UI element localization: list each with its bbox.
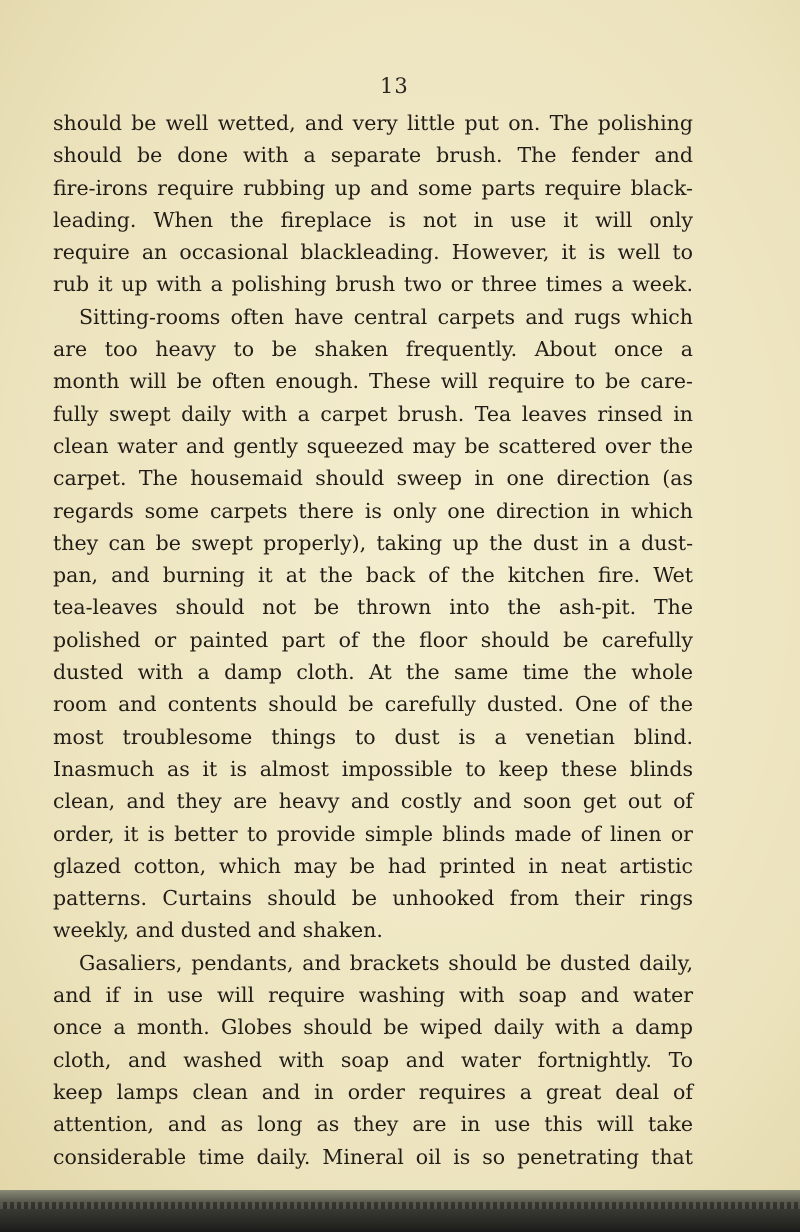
text-line: regards some carpets there is only one direction in which xyxy=(53,498,693,523)
text-line: glazed cotton, which may be had printed in neat artistic xyxy=(53,853,693,878)
text-line: and if in use will require washing with soap and water xyxy=(53,983,693,1008)
text-line: should be done with a separate brush. The fender and xyxy=(53,143,693,168)
text-line: should be well wetted, and very little put on. The polishing xyxy=(53,111,693,135)
text-line: Gasaliers, pendants, and brackets should be dusted daily, xyxy=(79,950,693,975)
paragraph-1 xyxy=(53,107,693,301)
text-line: they can be swept properly), taking up the dust in a dust- xyxy=(53,530,693,555)
text-line: fully swept daily with a carpet brush. Tea leaves rinsed in xyxy=(53,401,693,426)
text-line: order, it is better to provide simple blinds made of linen or xyxy=(53,821,693,846)
text-line: once a month. Globes should be wiped daily with a damp xyxy=(53,1015,693,1040)
text-line: attention, and as long as they are in use this will take xyxy=(53,1112,693,1137)
page-number: 13 xyxy=(380,74,409,98)
text-line: Sitting-rooms often have central carpets and rugs which xyxy=(79,304,693,329)
text-line: clean, and they are heavy and costly and soon get out of xyxy=(53,789,693,814)
page-bottom-edge xyxy=(0,1190,800,1232)
text-line: considerable time daily. Mineral oil is so penetrating that xyxy=(53,1144,693,1169)
text-line: most troublesome things to dust is a venetian blind. xyxy=(53,724,693,749)
text-line: leading. When the fireplace is not in use it will only xyxy=(53,207,693,232)
text-line: carpet. The housemaid should sweep in one direction (as xyxy=(53,466,693,491)
text-line: keep lamps clean and in order requires a great deal of xyxy=(53,1079,693,1104)
text-line: room and contents should be carefully dusted. One of the xyxy=(53,692,693,717)
body-text xyxy=(53,107,693,1173)
text-line: polished or painted part of the floor should be carefully xyxy=(53,627,693,652)
text-line: pan, and burning it at the back of the kitchen fire. Wet xyxy=(53,563,693,588)
text-line: tea-leaves should not be thrown into the ash-pit. The xyxy=(53,595,693,620)
paragraph-2 xyxy=(53,301,693,947)
binding-strip xyxy=(0,1202,800,1209)
text-line: fire-irons require rubbing up and some parts require black- xyxy=(53,175,693,200)
text-line: month will be often enough. These will require to be care- xyxy=(53,369,693,394)
text-line: rub it up with a polishing brush two or three times a week. xyxy=(53,272,693,297)
text-line: are too heavy to be shaken frequently. About once a xyxy=(53,337,693,362)
paragraph-3 xyxy=(53,947,693,1173)
text-line: Inasmuch as it is almost impossible to keep these blinds xyxy=(53,756,693,781)
text-line: dusted with a damp cloth. At the same time the whole xyxy=(53,660,693,685)
text-line: require an occasional blackleading. However, it is well to xyxy=(53,240,693,265)
text-line: patterns. Curtains should be unhooked from their rings xyxy=(53,886,693,911)
text-line: clean water and gently squeezed may be scattered over the xyxy=(53,433,693,458)
text-line: cloth, and washed with soap and water fortnightly. To xyxy=(53,1047,693,1072)
text-line: weekly, and dusted and shaken. xyxy=(53,918,383,943)
